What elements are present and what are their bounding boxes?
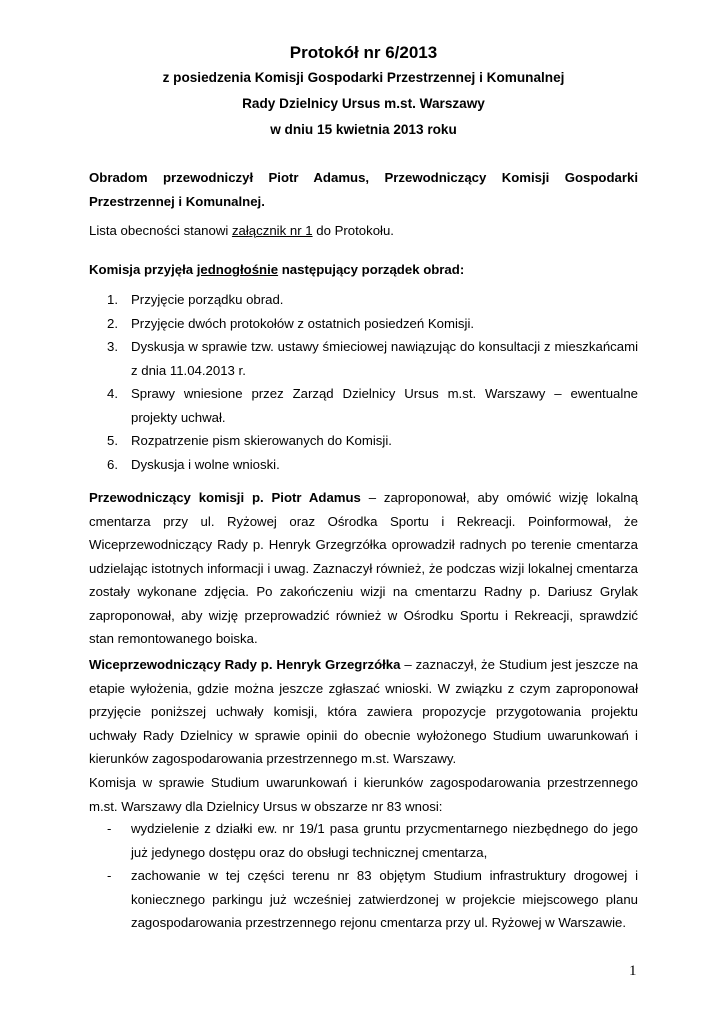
agenda-item [89,382,638,429]
agenda-item-number: 5. [107,433,118,448]
committee-requests-list [89,817,638,935]
agenda-item-text: Sprawy wniesione przez Zarząd Dzielnicy Ursus m.st. Warszawy – ewentualne projekty uchwał. [131,386,638,425]
request-item [89,817,638,864]
chairman-statement-paragraph [89,486,638,651]
agenda-item [89,288,638,312]
agenda-heading-before: Komisja przyjęła [89,262,197,277]
attendance-text-after: do Protokołu. [312,223,394,238]
agenda-item-number: 6. [107,456,118,472]
request-dash: - [107,868,112,883]
chair-paragraph: Obradom przewodniczył Piotr Adamus, Przewodniczący Komisji Gospodarki Przestrzennej i Komunalnej. [89,170,638,209]
agenda-item-text: Rozpatrzenie pism skierowanych do Komisji. [131,433,392,448]
request-item [89,864,638,935]
request-dash: - [107,821,112,836]
agenda-item-number: 3. [107,339,118,354]
document-subtitle-date: w dniu 15 kwietnia 2013 roku [270,122,457,137]
attendance-text-before: Lista obecności stanowi [89,223,232,238]
agenda-item-text: Przyjęcie porządku obrad. [131,292,284,307]
document-title: Protokół nr 6/2013 [289,43,438,62]
agenda-heading-after: następujący porządek obrad: [278,262,465,277]
vice-chairman-statement-text: – zaznaczył, że Studium jest jeszcze na etapie wyłożenia, gdzie można jeszcze zgłaszać wnioski. W związku z czym zaproponował przyjęcie poniższej uchwały komisji, która zawiera propozycje przygotowania projektu uchwały Rady Dzielnicy w sprawie opinii do obecnie wyłożonego Studium uwarunkowań i kierunków zagospodarowania przestrzennego m.st. Warszawy. [89,657,638,766]
agenda-heading [89,258,638,282]
committee-request-intro: Komisja w sprawie Studium uwarunkowań i kierunków zagospodarowania przestrzennego m.st. Warszawy dla Dzielnicy Ursus w obszarze nr 83 wnosi: [89,775,638,814]
agenda-item [89,335,638,382]
document-subtitle-committee: z posiedzenia Komisji Gospodarki Przestrzennej i Komunalnej [162,70,565,85]
agenda-item-text: Dyskusja w sprawie tzw. ustawy śmieciowej nawiązując do konsultacji z mieszkańcami z dnia 11.04.2013 r. [131,339,638,378]
agenda-list [89,288,638,476]
agenda-item [89,453,638,477]
agenda-item-number: 2. [107,315,118,331]
agenda-item-text: Przyjęcie dwóch protokołów z ostatnich posiedzeń Komisji. [131,315,475,331]
agenda-item-number: 4. [107,386,118,401]
agenda-heading-unanimously: jednogłośnie [196,262,279,277]
request-text: wydzielenie z działki ew. nr 19/1 pasa gruntu przycmentarnego niezbędnego do jego już jedynego dostępu oraz do obsługi technicznej cmentarza, [131,821,638,860]
vice-chairman-statement-paragraph [89,653,638,771]
chairman-statement-text: – zaproponował, aby omówić wizję lokalną cmentarza przy ul. Ryżowej oraz Ośrodka Sportu i Rekreacji. Poinformował, że Wiceprzewodniczący Rady p. Henryk Grzegrzółka oprowadził radnych po terenie cmentarza udzielając istotnych informacji i uwag. Zaznaczył również, że podczas wizji lokalnej cmentarza zostały wykonane zdjęcia. Po zakończeniu wizji na cmentarzu Radny p. Dariusz Grylak zaproponował, aby wizję przeprowadzić również w Ośrodku Sportu i Rekreacji, sprawdzić stan remontowanego boiska. [89,490,638,646]
agenda-item [89,312,638,336]
chairman-speaker-name: Przewodniczący komisji p. Piotr Adamus [89,490,361,505]
page-number: 1 [629,963,637,979]
attendance-paragraph [89,219,638,243]
agenda-item-text: Dyskusja i wolne wnioski. [131,456,280,472]
vice-chairman-speaker-name: Wiceprzewodniczący Rady p. Henryk Grzegrzółka [89,657,401,672]
document-subtitle-council: Rady Dzielnicy Ursus m.st. Warszawy [242,96,485,111]
agenda-item [89,429,638,453]
attachment-reference: załącznik nr 1 [231,223,313,238]
agenda-item-number: 1. [107,292,118,307]
request-text: zachowanie w tej części terenu nr 83 objętym Studium infrastruktury drogowej i koniecznego parkingu już wcześniej zatwierdzonej w projekcie miejscowego planu zagospodarowania przestrzennego rejonu cmentarza przy ul. Ryżowej w Warszawie. [131,868,638,930]
